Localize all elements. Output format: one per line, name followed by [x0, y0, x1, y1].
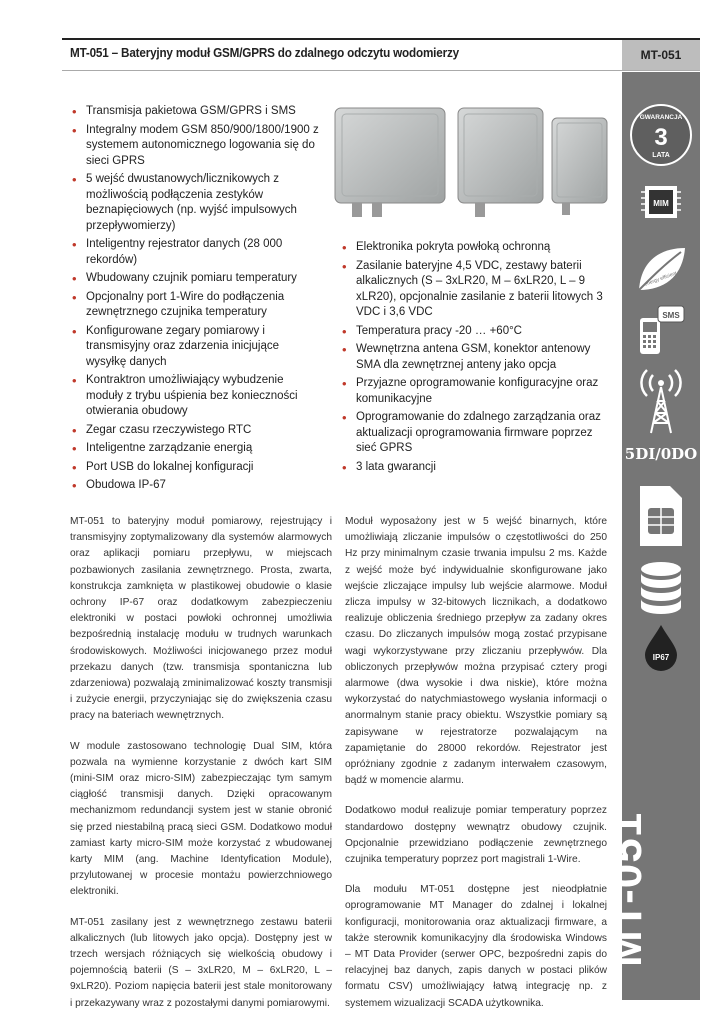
body-column-left — [70, 514, 332, 1026]
list-item: • Obudowa IP-67 — [70, 478, 320, 494]
page-title: MT-051 – Bateryjny moduł GSM/GPRS do zdalnego odczytu wodomierzy — [70, 45, 459, 60]
sms-label: SMS — [662, 310, 680, 320]
list-item: • 5 wejść dwustanowych/licznikowych z możliwością podłączenia zestyków beznapięciowych (np. wyjść impulsowych przepływomierzy) — [70, 172, 320, 234]
vertical-product-code: MT-051 — [602, 811, 651, 967]
body-paragraph: MT-051 to bateryjny moduł pomiarowy, rejestrujący i transmisyjny zoptymalizowany dla systemów alarmowych oraz aplikacji pomiaru przepływu, w miejscach pozbawionych zasilania zewnętrznego. Prosta, zwarta, konstrukcja zamknięta w plastikowej obudowie o klasie ochrony IP-67 oraz dodatkowym zabezpieczeniu elektroniki w postaci powłoki ochronnej umożliwia bezpośrednią instalację modułu w trudnych warunkach środowiskowych. Możliwości inicjowanego przez moduł przekazu danych (tzw. transmisja spontaniczna lub zdarzeniowa) pozwalają zminimalizować koszty transmisji i zużycie energii, przyczyniając się do zwiększenia czasu pracy na bateriach wewnętrznych. — [70, 516, 332, 722]
mim-chip-icon — [622, 177, 700, 227]
io-label: 5DI/0DO — [624, 445, 698, 463]
list-item: • 3 lata gwarancji — [340, 460, 610, 476]
page-header — [62, 38, 700, 71]
list-item: • Oprogramowanie do zdalnego zarządzania oraz aktualizacji oprogramowania firmware poprzez sieć GPRS — [340, 410, 610, 457]
product-photo — [330, 100, 612, 225]
header-code-badge: MT-051 — [622, 40, 700, 70]
body-paragraph: Dla modułu MT-051 dostępne jest nieodpłatnie oprogramowanie MT Manager do zdalnej i lokalnej konfiguracji, monitorowania oraz aktualizacji firmware, a także sterownik komunikacyjny dla środowiska Windows – MT Data Provider (serwer OPC, bezpośredni zapis do relacyjnej baz danych, zapis danych w postaci plików formatu CSV) umożliwiający łatwą integrację np. z systemem wizualizacji SCADA użytkownika. — [345, 884, 607, 1009]
body-paragraph: MT-051 zasilany jest z wewnętrznego zestawu baterii alkalicznych (lub litowych jako opcja). Dostępny jest w trzech wersjach różniących się wielkością obudowy i pojemnością baterii (S – 3xLR20, M – 6xLR20, L – 9xLR20). Poziom napięcia baterii jest stale monitorowany i przekazywany wraz z pozostałymi danymi pomiarowymi. — [70, 916, 332, 1009]
list-item: • Inteligentne zarządzanie energią — [70, 441, 320, 457]
ip67-label: IP67 — [652, 653, 670, 662]
antenna-icon — [622, 367, 700, 437]
energy-label: energy efficient — [643, 269, 678, 288]
feature-list-left — [70, 104, 320, 497]
list-item: • Przyjazne oprogramowanie konfiguracyjne oraz komunikacyjne — [340, 376, 610, 407]
database-icon — [622, 557, 700, 617]
list-item: • Port USB do lokalnej konfiguracji — [70, 460, 320, 476]
body-paragraph: Dodatkowo moduł realizuje pomiar temperatury poprzez standardowo dostępny wewnątrz obudowy czujnik. Opcjonalnie przewidziano podłączenie zewnętrznego czujnika temperatury poprzez port magistrali 1-Wire. — [345, 805, 607, 866]
body-paragraph: W module zastosowano technologię Dual SIM, która pozwala na wymienne korzystanie z dwóch kart SIM (mini-SIM oraz micro-SIM) zabezpieczając tym samym ciągłość transmisji danych. Dzięki opracowanym mechanizmom redundancji system jest w stanie obronić się przed niestabilną pracą sieci GSM. Dodatkowo moduł zamiast karty micro-SIM może korzystać z wbudowanej karty MIM (ang. Machine Identyfication Module), przylutowanej w procesie montażu powierzchniowego elektroniki. — [70, 740, 332, 898]
sms-phone-icon — [622, 302, 700, 357]
mim-label: MIM — [653, 199, 669, 208]
list-item: • Kontraktron umożliwiający wybudzenie moduły z trybu uśpienia bez konieczności otwierania obudowy — [70, 373, 320, 420]
list-item: • Konfigurowane zegary pomiarowy i transmisyjny oraz zdarzenia inicjujące wysyłkę danych — [70, 324, 320, 371]
list-item: • Zasilanie bateryjne 4,5 VDC, zestawy baterii alkalicznych (S – 3xLR20, M – 6xLR20, L – 9 xLR20), opcjonalnie zasilanie z baterii litowych 3 VDC i 3,6 VDC — [340, 259, 610, 321]
feature-sidebar — [602, 72, 700, 1000]
warranty-bottom-text: LATA — [652, 152, 670, 159]
list-item: • Elektronika pokryta powłoką ochronną — [340, 240, 610, 256]
body-column-right — [345, 514, 607, 1026]
list-item: • Integralny modem GSM 850/900/1800/1900 z systemem autonomicznego logowania się do sieci GPRS — [70, 123, 320, 170]
list-item: • Zegar czasu rzeczywistego RTC — [70, 423, 320, 439]
warranty-badge — [622, 100, 700, 170]
list-item: • Temperatura pracy -20 … +60°C — [340, 324, 610, 340]
leaf-icon — [622, 237, 700, 302]
sim-card-icon — [622, 482, 700, 550]
list-item: • Wbudowany czujnik pomiaru temperatury — [70, 271, 320, 287]
ip67-drop-icon — [622, 622, 700, 674]
list-item: • Inteligentny rejestrator danych (28 000 rekordów) — [70, 237, 320, 268]
body-paragraph: Moduł wyposażony jest w 5 wejść binarnych, które umożliwiają zliczanie impulsów o częstotliwości do 250 Hz przy minimalnym czasie trwania impulsu 2 ms. Każde z wejść może być indywidualnie skonfigurowane jako wejście zliczające impulsy lub wejście alarmowe. Moduł zlicza impulsy w 32-bitowych licznikach, a dodatkowo realizuje obliczenia średniego przepływ za zadany okres czasu. Do zliczanych impulsów mogą zostać przypisane wagi wykorzystywane przy zliczaniu przepływów. Dla obliczonych przepływów można przypisać cztery progi alarmowe (dwa wysokie i dwa niskie), które można wykorzystać do natychmiastowego wysłania informacji o anormalnym stanie pracy obiektu. Wszystkie pomiary są zapisywane w rejestratorze pozwalającym na zapamiętanie do 28000 rekordów. Rejestrator jest opróżniany zgodnie z zadanym interwałem czasowym, bądź w momencie alarmu. — [345, 516, 607, 787]
warranty-top-text: GWARANCJA — [639, 114, 683, 121]
feature-list-right — [340, 240, 610, 478]
warranty-number: 3 — [654, 124, 668, 151]
list-item: • Opcjonalny port 1-Wire do podłączenia zewnętrznego czujnika temperatury — [70, 290, 320, 321]
list-item: • Transmisja pakietowa GSM/GPRS i SMS — [70, 104, 320, 120]
list-item: • Wewnętrzna antena GSM, konektor antenowy SMA dla zewnętrznej anteny jako opcja — [340, 342, 610, 373]
